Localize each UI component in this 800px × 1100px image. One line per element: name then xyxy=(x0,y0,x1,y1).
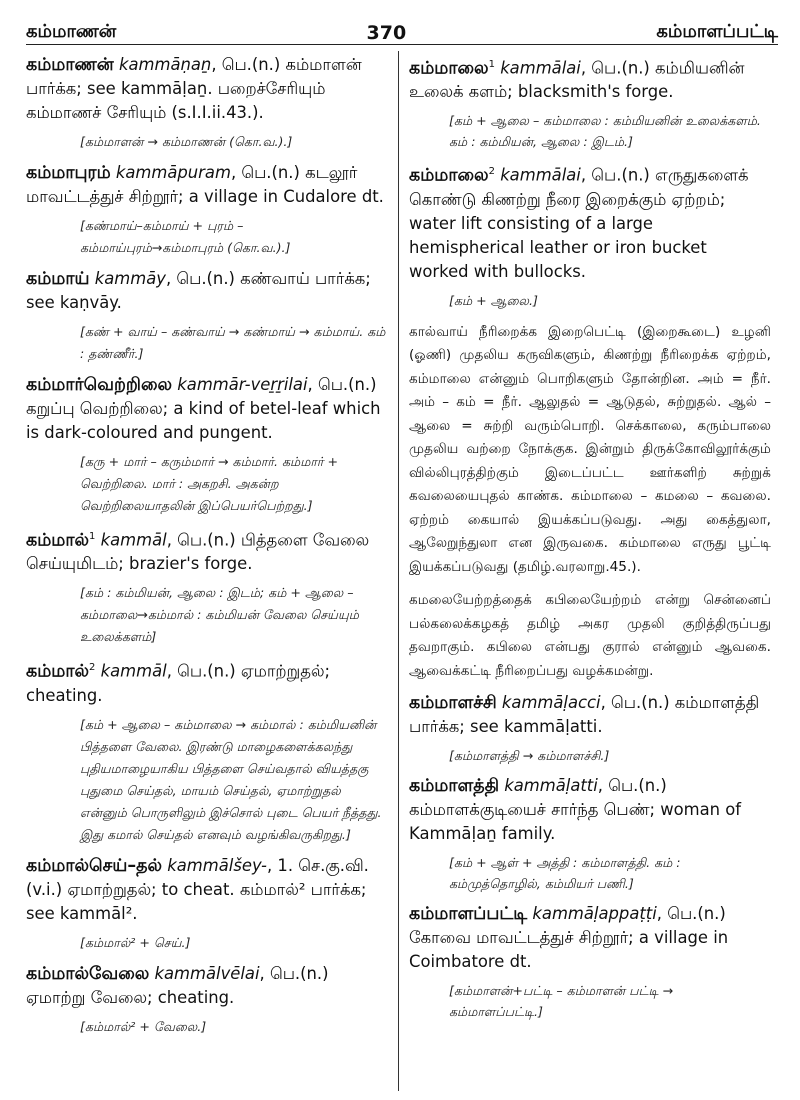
etymology-note: [கம் + ஆள் + அத்தி : கம்மாளத்தி. கம் : கம்முத்தொழில், கம்மியர் பணி.] xyxy=(449,855,681,892)
entry: கம்மார்வெற்றிலை kammār-veṟṟilai, பெ.(n.) கறுப்பு வெற்றிலை; a kind of betel-leaf which is dark-coloured and pungent. xyxy=(26,375,381,442)
page-number: 370 xyxy=(366,22,407,44)
etymology-note: [கம்மாளன் → கம்மாணன் (கொ.வ.).] xyxy=(80,134,293,149)
columns xyxy=(26,45,778,1095)
commentary-paragraph: கமலையேற்றத்தைக் கபிலையேற்றம் என்று சென்னைப் பல்கலைக்கழகத் தமிழ் அகர முதலி குறித்திருப்பது தவறாகும். கபிலை என்பது குரால் என்னும் ஆவகை. ஆவைக்கட்டி நீரிறைப்பது வழக்கமன்று. xyxy=(409,592,771,679)
entry: கம்மால்$^1$ kammāl, பெ.(n.) பித்தளை வேலை செய்யுமிடம்; brazier's forge. xyxy=(26,530,370,574)
etymology-note: [கம்மால்² + வேலை.] xyxy=(80,1018,207,1034)
entry: கம்மாபுரம் kammāpuram, பெ.(n.) கடலூர் மாவட்டத்துச் சிற்றூர்; a village in Cudalore dt. xyxy=(26,163,384,206)
etymology-note: [கம் + ஆலை.] xyxy=(449,292,538,308)
etymology-note: [கம் + ஆலை – கம்மாலை : கம்மியனின் உலைக்களம். கம் : கம்மியன், ஆலை : இடம்.] xyxy=(449,113,761,150)
commentary-paragraph: கால்வாய் நீரிறைக்க இறைபெட்டி (இறைகூடை) உழனி (ஓணி) முதலிய கருவிகளும், கிணற்று நீரிறைக்க ஏற்றம், கம்மாலை என்னும் பொறிகளும் தோன்றின. அம் = நீர். அம் – கம் = நீர். ஆலுதல் = ஆடுதல், சுற்றுதல். ஆல் – ஆலை = சுற்றி வரும்பொறி. செக்காலை, கரும்பாலை முதலிய வற்றை நோக்குக. இன்றும் திருக்கோவிலூர்க்கும் வில்லிபுரத்திற்கும் இடைப்பட்ட ஊர்களிற் சுற்றுக் கவலையைபுதல் காண்க. கம்மாலை – கமலை – கவலை. ஏற்றம் கையால் இயக்கப்படுவது. அது கைத்துலா, ஆலேறுந்துலா என இருவகை. கம்மாலை எருது பூட்டி இயக்கப்படுவது (தமிழ்.வரலாறு.45.). xyxy=(409,323,771,575)
entry: கம்மாளத்தி kammāḷatti, பெ.(n.) கம்மாளக்குடியைச் சார்ந்த பெண்; woman of Kammāḷaṉ family. xyxy=(409,776,742,844)
etymology-note: [கம்மால்² + செய்.] xyxy=(80,934,191,950)
etymology-note: [கம்மாளன்+பட்டி – கம்மாளன் பட்டி → கம்மாளப்பட்டி.] xyxy=(449,983,674,1020)
right-column xyxy=(399,45,771,1095)
entry: கம்மாலை$^2$ kammālai, பெ.(n.) எருதுகளைக் கொண்டு கிணற்று நீரை இறைக்கும் ஏற்றம்; water lift consisting of a large hemispherical leather or iron bucket worked with bullocks. xyxy=(409,165,749,281)
etymology-note: [கம் : கம்மியன், ஆலை : இடம்; கம் + ஆலை – கம்மாலை→கம்மால் : கம்மியன் வேலை செய்யும் உலைக்களம்] xyxy=(80,585,359,645)
etymology-note: [கம் + ஆலை – கம்மாலை → கம்மால் : கம்மியனின் பித்தளை வேலை. இரண்டு மாழைகளைக்கலந்து புதியமாழையாகிய பித்தளை செய்வதால் வியத்தகு புதுமை செய்தல், மாயம் செய்தல், ஏமாற்றுதல் என்னும் பொருளிலும் இச்சொல் புடை பெயர் நீத்தது. இது கமால் செய்தல் எனவும் வழங்கிவருகிறது.] xyxy=(80,716,382,842)
entry: கம்மால்$^2$ kammāl, பெ.(n.) ஏமாற்றுதல்; cheating. xyxy=(26,661,331,705)
etymology-note: [கண்மாய்–கம்மாய் + புரம் – கம்மாய்புரம்→கம்மாபுரம் (கொ.வ.).] xyxy=(80,218,291,255)
running-head xyxy=(26,14,778,45)
etymology-note: [கரு + மார் – கரும்மார் → கம்மார். கம்மார் + வெற்றிலை. மார் : அகறசி. அகன்ற வெற்றிலையாதலின் இப்பெயர்பெற்றது.] xyxy=(80,454,339,513)
entry: கம்மாலை$^1$ kammālai, பெ.(n.) கம்மியனின் உலைக் களம்; blacksmith's forge. xyxy=(409,58,745,102)
etymology-note: [கண் + வாய் – கண்வாய் → கண்மாய் → கம்மாய். கம் : தண்ணீர்.] xyxy=(80,324,386,361)
entry: கம்மால்வேலை kammālvēlai, பெ.(n.) ஏமாற்று வேலை; cheating. xyxy=(26,963,329,1007)
etymology-note: [கம்மாளத்தி → கம்மாளச்சி.] xyxy=(449,748,610,764)
running-head-right: கம்மாளப்பட்டி xyxy=(656,21,778,42)
entry: கம்மால்செய்–தல் kammālšey-, 1. செ.கு.வி.(v.i.) ஏமாற்றுதல்; to cheat. கம்மால்² பார்க்க; see kammāl². xyxy=(26,855,369,923)
entry: கம்மாணன் kammāṇaṉ, பெ.(n.) கம்மாளன் பார்க்க; see kammāḷaṉ. பறைச்சேரியும் கம்மாணச் சேரியும் (s.I.I.ii.43.). xyxy=(26,55,362,122)
entry: கம்மாளப்பட்டி kammāḷappaṭṭi, பெ.(n.) கோவை மாவட்டத்துச் சிற்றூர்; a village in Coimbatore dt. xyxy=(409,904,729,972)
entry: கம்மாய் kammāy, பெ.(n.) கண்வாய் பார்க்க; see kaṇvāy. xyxy=(26,269,371,312)
entry: கம்மாளச்சி kammāḷacci, பெ.(n.) கம்மாளத்தி பார்க்க; see kammāḷatti. xyxy=(409,693,760,737)
left-column xyxy=(26,45,398,1095)
running-head-left: கம்மாணன் xyxy=(26,21,117,42)
